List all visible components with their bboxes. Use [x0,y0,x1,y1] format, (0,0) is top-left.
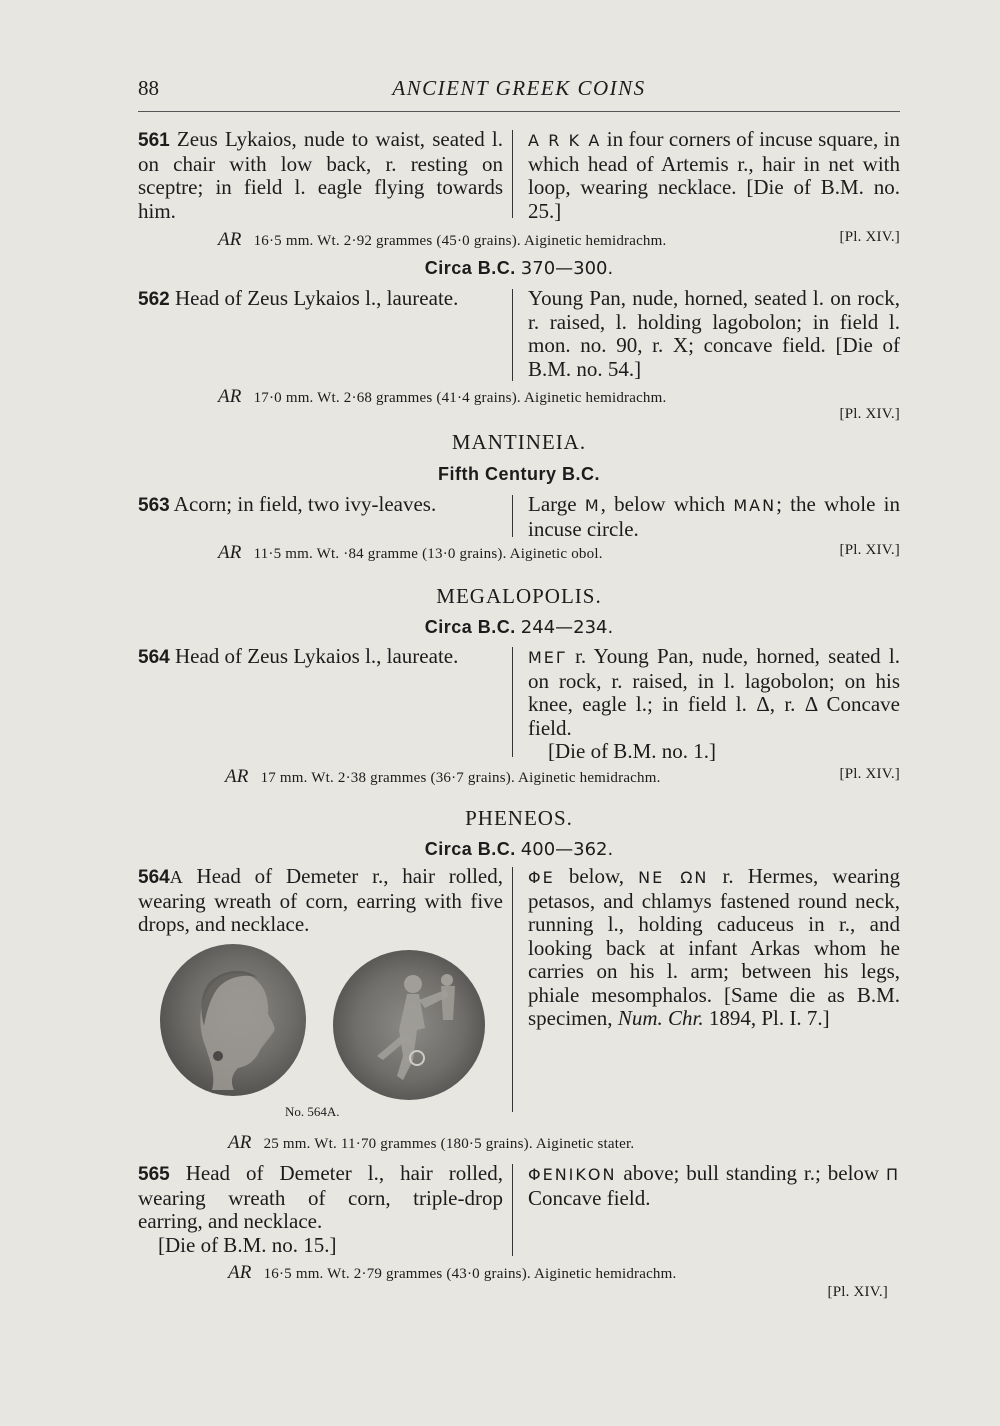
coin-details-565 [228,1262,900,1300]
period-heading: Circa B.C. 244—234. [424,617,614,638]
obverse-description [138,865,503,937]
die-reference: [Die of B.M. no. 15.] [158,1232,337,1257]
coin-measurements: 16·5 mm. Wt. 2·79 grammes (43·0 grains). Aiginetic hemidrachm. [263,1266,677,1282]
entry-565 [138,1162,900,1262]
metal-symbol: AR [218,386,242,407]
obverse-text: Zeus Lykaios, nude to waist, seated l. on chair with low back, r. resting on sceptre; in field l. eagle flying towards him. [138,127,504,223]
coin-measurements: 11·5 mm. Wt. ·84 gramme (13·0 grains). Aiginetic obol. [253,546,603,562]
journal-title: Num. Chr. [617,1006,704,1030]
obverse-description [138,493,503,518]
coin-measurements: 17·0 mm. Wt. 2·68 grammes (41·4 grains). Aiginetic hemidrachm. [253,390,667,406]
page-header [138,76,900,102]
period-heading: Circa B.C. 400—362. [424,839,614,860]
obverse-text: Head of Zeus Lykaios l., laureate. [174,286,459,310]
reverse-description [528,128,900,223]
obverse-text: Head of Demeter l., hair rolled, wearing wreath of corn, triple-drop earring, and necklace. [138,1161,503,1233]
entry-561 [138,128,900,224]
coin-details-564 [225,766,900,788]
plate-reference: [Pl. XIV.] [839,542,900,558]
reverse-text: r. Young Pan, nude, horned, seated l. on rock, r. raised, in l. lagobolon; on his knee, eagle l.; in field l. Δ, r. Δ Concave field. [528,644,900,740]
hermes-figure-icon [333,950,485,1100]
column-divider [512,867,513,1112]
reverse-description: ΦΕ below, ΝΕ ΩΝ r. Hermes, wearing petasos, and chlamys fastened round neck, running l., holding caduceus in r., and looking back at infant Arkas whom he carries on his l. arm; between his legs, phiale mesomphalos. [Same die as B.M. specimen, Num. Chr. 1894, Pl. I. 7.] [528,864,901,1030]
period-heading: Fifth Century B.C. [438,464,600,484]
reverse-text: Young Pan, nude, horned, seated l. on rock, r. raised, l. holding lagobolon; in field l. mon. no. 90, r. X; concave field. [Die of B.M. no. 54.] [528,286,900,381]
reverse-description: Large M, below which MAN; the whole in incuse circle. [528,492,900,541]
photo-caption: No. 564A. [285,1104,340,1119]
coin-reverse-photo [333,950,485,1100]
greek-legend: A R K A [528,131,602,150]
coin-details-563 [218,542,900,564]
coin-measurements: 17 mm. Wt. 2·38 grammes (36·7 grains). Aiginetic hemidrachm. [260,770,661,786]
section-heading-megalopolis: MEGALOPOLIS. [436,584,602,608]
greek-legend: MAN [733,496,777,515]
reverse-text: r. Hermes, wearing petasos, and chlamys fastened round neck, running l., holding caduceus in r., and looking back at infant Arkas whom he carries on his l. arm; between his legs, phiale mesomphalos. [Same die as B.M. specimen, [528,864,901,1030]
obverse-description [138,287,503,312]
metal-symbol: AR [228,1132,252,1153]
plate-reference: [Pl. XIV.] [827,1284,888,1300]
reverse-description [528,287,900,381]
greek-legend: ΦΕΝΙΚΟΝ [528,1165,617,1184]
section-heading-pheneos: PHENEOS. [465,806,573,830]
coin-measurements: 16·5 mm. Wt. 2·92 grammes (45·0 grains). Aiginetic hemidrachm. [253,233,667,249]
coin-details-564a [228,1132,828,1154]
entry-number: 563 [138,495,170,516]
metal-symbol: AR [218,542,242,563]
column-divider [512,1164,513,1256]
coin-obverse-photo [160,944,306,1096]
entry-number: 564 [138,867,170,888]
column-divider [512,647,513,757]
greek-legend: ΜΕΓ [528,648,567,667]
die-reference: [Die of B.M. no. 1.] [548,739,716,763]
entry-number: 561 [138,130,170,151]
entry-563 [138,493,900,543]
entry-564 [138,645,900,763]
reverse-text: in four corners of incuse square, in which head of Artemis r., hair in net with loop, wearing necklace. [Die of B.M. no. 25.] [528,127,901,223]
obverse-description [138,128,503,223]
metal-symbol: AR [228,1262,252,1283]
entry-number-suffix: A [169,867,183,887]
entry-562 [138,287,900,387]
obverse-text: Head of Demeter r., hair rolled, wearing wreath of corn, earring with five drops, and necklace. [138,864,504,936]
obverse-description [138,645,503,670]
coin-details-561 [218,229,900,251]
page-number: 88 [138,76,159,100]
reverse-description: ΦΕΝΙΚΟΝ above; bull standing r.; below Π Concave field. [528,1161,901,1210]
plate-reference: [Pl. XIV.] [839,766,900,782]
column-divider [512,495,513,537]
greek-legend: M [584,496,601,515]
metal-symbol: AR [218,229,242,250]
obverse-text: Head of Zeus Lykaios l., laureate. [174,644,459,668]
column-divider [512,289,513,381]
plate-reference: [Pl. XIV.] [839,229,900,245]
header-rule [138,111,900,112]
column-divider [512,130,513,218]
entry-number: 565 [138,1164,170,1185]
greek-legend: ΝΕ ΩΝ [638,868,709,887]
running-head: ANCIENT GREEK COINS [392,76,646,100]
demeter-head-icon [160,944,306,1096]
greek-legend: ΦΕ [528,868,555,887]
metal-symbol: AR [225,766,249,787]
coin-details-562 [218,386,900,422]
reverse-description [528,645,900,764]
greek-legend: Π [886,1165,901,1184]
obverse-text: Acorn; in field, two ivy-leaves. [173,492,437,516]
entry-number: 562 [138,289,170,310]
obverse-description [138,1162,503,1257]
plate-reference: [Pl. XIV.] [839,406,900,422]
entry-number: 564 [138,647,170,668]
section-heading-mantineia: MANTINEIA. [451,430,587,454]
coin-measurements: 25 mm. Wt. 11·70 grammes (180·5 grains). Aiginetic stater. [263,1136,635,1152]
period-heading: Circa B.C. 370—300. [424,258,614,279]
